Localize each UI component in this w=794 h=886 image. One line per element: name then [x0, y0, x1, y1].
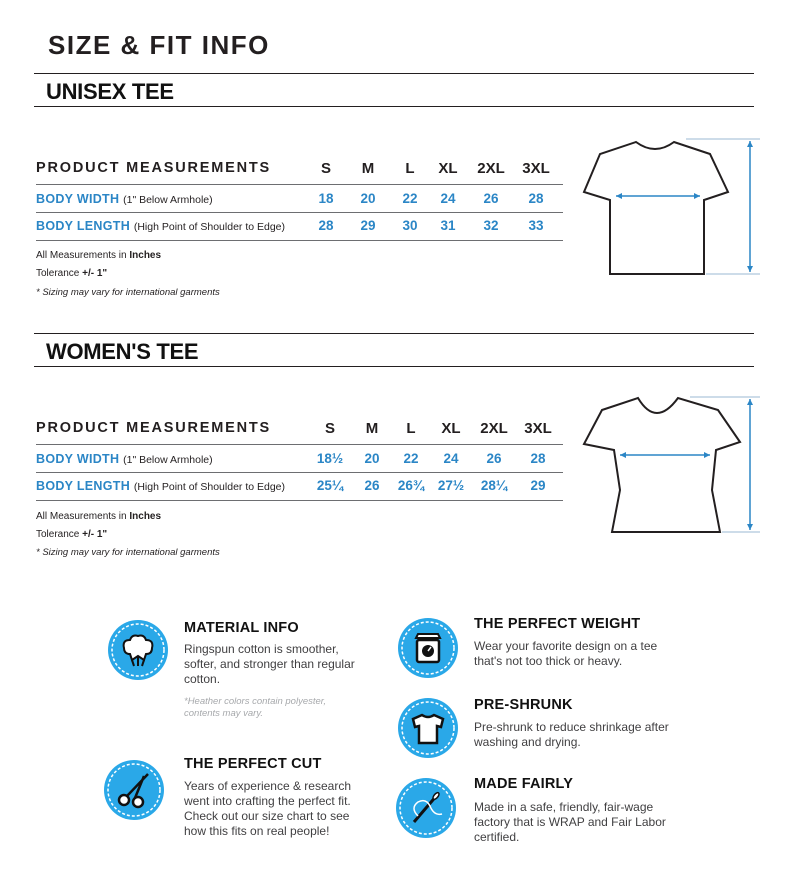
row-label-note: (1" Below Armhole) — [123, 454, 213, 466]
made-fairly-title: MADE FAIRLY — [474, 776, 574, 792]
table-cell: 33 — [528, 218, 544, 233]
note-bold: +/- 1" — [82, 529, 108, 540]
note-bold: +/- 1" — [82, 268, 108, 279]
table-cell: 28 — [528, 191, 544, 206]
pre-shrunk-title: PRE-SHRUNK — [474, 697, 573, 713]
size-header-l: L — [405, 160, 415, 177]
table-cell: 25¼ — [316, 478, 344, 493]
length-arrow-bottom — [747, 524, 753, 530]
perfect-weight-title: THE PERFECT WEIGHT — [474, 616, 641, 632]
section-divider-bottom — [34, 106, 754, 107]
table-cell: 27½ — [437, 478, 465, 493]
cotton-icon — [108, 620, 168, 680]
size-header-xl: XL — [441, 420, 461, 437]
tolerance-note — [36, 529, 107, 540]
table-cell: 24 — [440, 191, 456, 206]
scissors-icon — [104, 760, 164, 820]
row-label-body-width — [36, 192, 213, 206]
note-bold: Inches — [129, 250, 162, 261]
row-label-body-length — [36, 219, 285, 233]
unisex-tee-diagram — [578, 134, 763, 282]
material-info-title: MATERIAL INFO — [184, 620, 299, 636]
made-fairly-body: Made in a safe, friendly, fair-wage factory that is WRAP and Fair Labor certified. — [474, 800, 666, 844]
table-cell: 29 — [530, 478, 546, 493]
row-label-body-width — [36, 452, 213, 466]
table-cell: 29 — [360, 218, 376, 233]
needle-icon — [396, 778, 456, 838]
size-header-l: L — [406, 420, 416, 437]
row-label-text: BODY WIDTH — [36, 452, 120, 466]
table-cell: 26 — [486, 451, 502, 466]
size-header-3xl: 3XL — [524, 420, 552, 437]
measurement-unit-note — [36, 250, 161, 261]
note-prefix: All Measurements in — [36, 250, 130, 261]
table-header-label: PRODUCT MEASUREMENTS — [36, 420, 271, 436]
table-cell: 22 — [403, 451, 419, 466]
size-header-s: S — [320, 160, 331, 177]
note-prefix: All Measurements in — [36, 511, 130, 522]
material-info-note: *Heather colors contain polyester, contents may vary. — [184, 696, 327, 719]
section-divider-bottom — [34, 366, 754, 367]
womens-section-title: WOMEN'S TEE — [46, 339, 199, 364]
table-cell: 20 — [364, 451, 380, 466]
size-header-s: S — [324, 420, 335, 437]
table-cell: 32 — [483, 218, 499, 233]
perfect-cut-title: THE PERFECT CUT — [184, 756, 322, 772]
scale-icon — [398, 618, 458, 678]
table-divider — [36, 472, 563, 473]
table-cell: 24 — [443, 451, 459, 466]
table-cell: 28 — [318, 218, 334, 233]
measurement-unit-note — [36, 511, 161, 522]
table-cell: 26 — [364, 478, 380, 493]
size-header-2xl: 2XL — [477, 160, 505, 177]
row-label-note: (1" Below Armhole) — [123, 194, 213, 206]
table-divider — [36, 240, 563, 241]
table-divider — [36, 212, 563, 213]
width-arrow-right — [704, 452, 710, 458]
note-prefix: Tolerance — [36, 529, 83, 540]
row-label-note: (High Point of Shoulder to Edge) — [133, 481, 286, 493]
perfect-weight-body: Wear your favorite design on a tee that's not too thick or heavy. — [474, 639, 658, 668]
size-header-2xl: 2XL — [480, 420, 508, 437]
page-title: SIZE & FIT INFO — [48, 30, 270, 60]
table-header-label: PRODUCT MEASUREMENTS — [36, 160, 271, 176]
womens-tee-diagram — [578, 392, 763, 540]
table-cell: 18 — [318, 191, 334, 206]
length-arrow-top — [747, 399, 753, 405]
table-cell: 31 — [440, 218, 456, 233]
row-label-text: BODY LENGTH — [36, 219, 131, 233]
table-cell: 28 — [530, 451, 546, 466]
sizing-disclaimer: * Sizing may vary for international garments — [36, 547, 220, 558]
length-arrow-top — [747, 141, 753, 147]
row-label-note: (High Point of Shoulder to Edge) — [133, 221, 286, 233]
perfect-cut-body: Years of experience & research went into crafting the perfect fit. Check out our size chart to see how this fits on real people! — [184, 779, 351, 838]
table-cell: 20 — [360, 191, 376, 206]
note-prefix: Tolerance — [36, 268, 83, 279]
width-arrow-left — [620, 452, 626, 458]
material-info-body: Ringspun cotton is smoother, softer, and stronger than regular cotton. — [184, 642, 355, 686]
width-arrow-left — [616, 193, 622, 199]
size-header-m: M — [365, 420, 379, 437]
section-divider-top — [34, 73, 754, 74]
length-arrow-bottom — [747, 266, 753, 272]
unisex-tee-outline — [584, 142, 728, 274]
size-header-xl: XL — [438, 160, 458, 177]
size-header-m: M — [361, 160, 375, 177]
row-label-text: BODY WIDTH — [36, 192, 120, 206]
table-cell: 26¾ — [397, 478, 425, 493]
unisex-section-title: UNISEX TEE — [46, 79, 174, 104]
row-label-text: BODY LENGTH — [36, 479, 131, 493]
table-cell: 28¼ — [480, 478, 508, 493]
table-cell: 22 — [402, 191, 418, 206]
row-label-body-length — [36, 479, 285, 493]
womens-tee-outline — [584, 398, 740, 532]
tshirt-icon — [398, 698, 458, 758]
table-cell: 26 — [483, 191, 499, 206]
table-divider — [36, 444, 563, 445]
size-header-3xl: 3XL — [522, 160, 550, 177]
note-bold: Inches — [129, 511, 162, 522]
width-arrow-right — [694, 193, 700, 199]
section-divider-top — [34, 333, 754, 334]
tolerance-note — [36, 268, 107, 279]
table-cell: 30 — [402, 218, 418, 233]
table-divider — [36, 500, 563, 501]
sizing-disclaimer: * Sizing may vary for international garments — [36, 287, 220, 298]
table-divider — [36, 184, 563, 185]
table-cell: 18½ — [316, 451, 344, 466]
pre-shrunk-body: Pre-shrunk to reduce shrinkage after washing and drying. — [474, 720, 669, 749]
